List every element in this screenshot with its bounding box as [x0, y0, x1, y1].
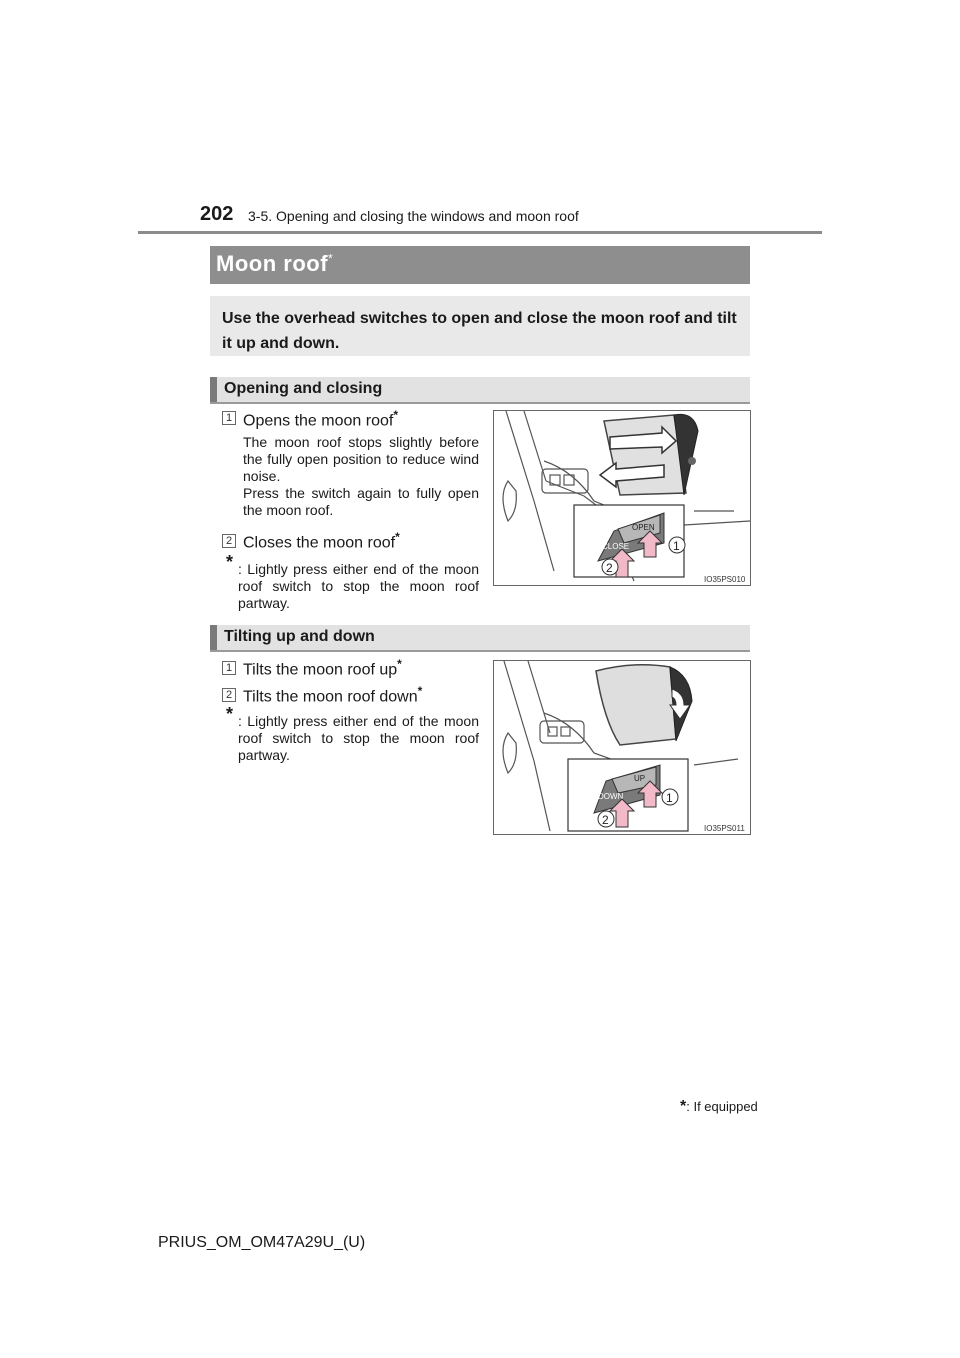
fig-callout-1: 1: [666, 791, 673, 805]
fig-label-open: OPEN: [632, 523, 655, 532]
figure-code: IO35PS011: [704, 824, 745, 833]
fig-label-up: UP: [634, 774, 646, 783]
intro-text: Use the overhead switches to open and close the moon roof and tilt it up and down.: [222, 310, 737, 352]
section-heading-tilting: Tilting up and down: [224, 628, 375, 645]
item-label-text: Tilts the moon roof up: [243, 661, 398, 679]
item-mark: *: [395, 530, 400, 544]
description-line: Press the switch again to fully open the moon roof.: [243, 485, 479, 518]
header-rule: [138, 231, 822, 234]
equipped-text: : If equipped: [686, 1099, 758, 1114]
equipped-note: [680, 1098, 758, 1116]
item-number: 1: [222, 661, 236, 675]
description-line: The moon roof stops slightly before the fully open position to reduce wind noise.: [243, 434, 479, 484]
fig-label-close: CLOSE: [602, 542, 630, 551]
figure-opening: [493, 410, 751, 586]
item-label-close: [243, 530, 400, 552]
fig-callout-1: 1: [673, 539, 680, 553]
moon-roof-tilt-illustration: [494, 661, 750, 834]
item-label-text: Opens the moon roof: [243, 412, 394, 430]
figure-tilting: [493, 660, 751, 835]
item-mark: *: [393, 408, 398, 422]
item-label-text: Tilts the moon roof down: [243, 688, 418, 706]
item-label-tilt-down: [243, 684, 422, 706]
figure-code: IO35PS010: [704, 575, 746, 584]
item-number: 1: [222, 411, 236, 425]
item-label-tilt-up: [243, 657, 402, 679]
moon-roof-switch-illustration: [494, 411, 750, 585]
item-mark: *: [397, 657, 402, 671]
item-mark: *: [417, 684, 423, 698]
page-title-text: Moon roof: [216, 251, 329, 276]
item-label-open: [243, 408, 398, 430]
equipped-mark: *: [680, 1098, 687, 1115]
fig-callout-2: 2: [602, 813, 609, 827]
page-title: [216, 251, 333, 277]
item-number: 2: [222, 534, 236, 548]
document-code: PRIUS_OM_OM47A29U_(U): [158, 1234, 366, 1251]
note-star: *: [226, 552, 234, 572]
item-label-text: Closes the moon roof: [243, 534, 396, 552]
item-number: 2: [222, 688, 236, 702]
note-star: *: [226, 704, 234, 724]
page-number: 202: [200, 203, 234, 225]
note-text: : Lightly press either end of the moon roof switch to stop the moon roof partway.: [238, 713, 479, 763]
chapter-title: 3-5. Opening and closing the windows and moon roof: [248, 208, 579, 224]
section-heading-opening: Opening and closing: [224, 380, 383, 397]
description-text: [243, 434, 479, 519]
fig-callout-2: 2: [606, 561, 613, 575]
title-mark: *: [328, 251, 334, 266]
note-text: : Lightly press either end of the moon roof switch to stop the moon roof partway.: [238, 561, 479, 611]
fig-label-down: DOWN: [598, 792, 624, 801]
